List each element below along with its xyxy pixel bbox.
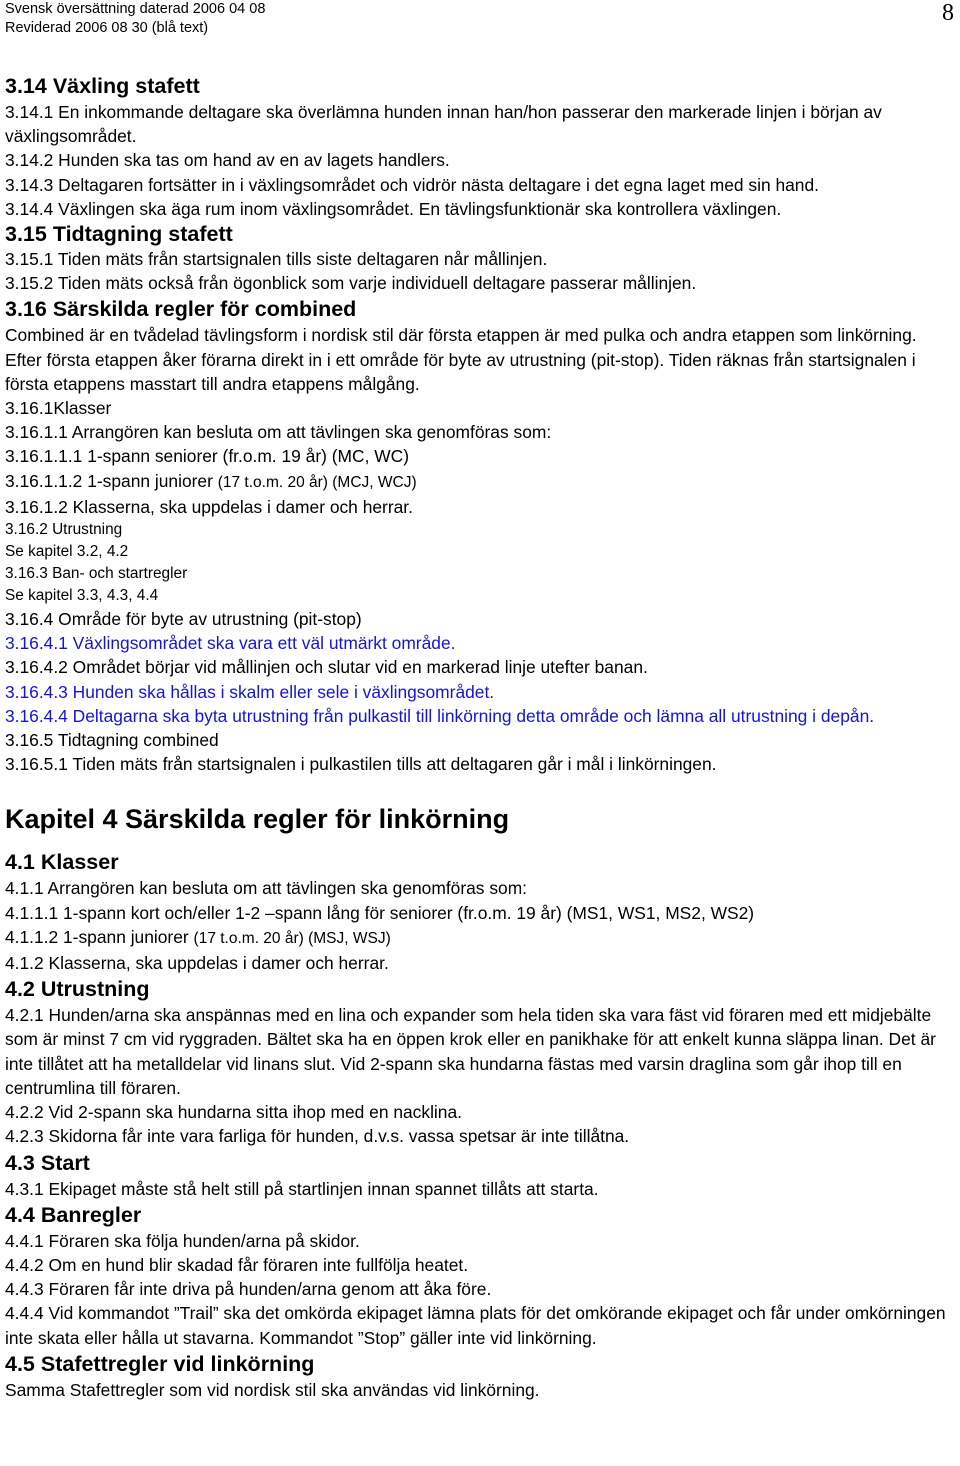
paragraph-3-16-2-ref: Se kapitel 3.2, 4.2 xyxy=(5,543,129,561)
paragraph-4-4-2: 4.4.2 Om en hund blir skadad får föraren inte fullfölja heatet. xyxy=(5,1254,469,1275)
paragraph-3-15-1: 3.15.1 Tiden mäts från startsignalen tills siste deltagaren når mållinjen. xyxy=(5,249,548,270)
paragraph-4-2-3: 4.2.3 Skidorna får inte vara farliga för hunden, d.v.s. vassa spetsar är inte tillåtna. xyxy=(5,1126,630,1147)
chapter-4-title: Kapitel 4 Särskilda regler för linkörning xyxy=(5,804,510,835)
paragraph-3-16-intro: Combined är en tvådelad tävlingsform i nordisk stil där första etappen är med pulka och andra etappen som linkörning. Efter första etappen åker förarna direkt in i ett område för byte av utrustning (pit-stop). Tiden räknas från startsignalen i första etappens masstart till andra etappens målgång. xyxy=(5,325,922,394)
section-4-4-title: 4.4 Banregler xyxy=(5,1202,142,1227)
juniors-class-ages: (17 t.o.m. 20 år) (MSJ, WSJ) xyxy=(193,929,391,947)
paragraph-3-16-4-4: 3.16.4.4 Deltagarna ska byta utrustning från pulkastil till linkörning detta område och lämna all utrustning i depån. xyxy=(5,705,875,726)
paragraph-4-1-1-1: 4.1.1.1 1-spann kort och/eller 1-2 –spann lång för seniorer (fr.o.m. 19 år) (MS1, WS1, MS2, WS2) xyxy=(5,902,755,923)
section-4-3-title: 4.3 Start xyxy=(5,1150,90,1175)
paragraph-3-14-2: 3.14.2 Hunden ska tas om hand av en av lagets handlers. xyxy=(5,150,450,171)
paragraph-4-4-1: 4.4.1 Föraren ska följa hunden/arna på skidor. xyxy=(5,1230,360,1251)
paragraph-3-16-3-title: 3.16.3 Ban- och startregler xyxy=(5,565,188,583)
paragraph-3-16-1-1-2 xyxy=(5,469,957,495)
paragraph-3-15-2: 3.15.2 Tiden mäts också från ögonblick som varje individuell deltagare passerar mållinjen. xyxy=(5,273,697,294)
paragraph-3-16-3-ref: Se kapitel 3.3, 4.3, 4.4 xyxy=(5,587,159,605)
paragraph-3-16-1-2: 3.16.1.2 Klasserna, ska uppdelas i damer och herrar. xyxy=(5,496,413,517)
paragraph-4-1-1-2 xyxy=(5,925,957,951)
document-header xyxy=(5,0,265,38)
paragraph-4-2-1: 4.2.1 Hunden/arna ska anspännas med en lina och expander som hela tiden ska vara fäst vid föraren med ett midjebälte som är minst 7 cm vid ryggraden. Bältet ska ha en öppen krok eller en panikhake för att enkelt kunna släppa linan. Det är inte tillåtet att ha metalldelar vid linans slut. Vid 2-spann ska hundarna fästas med varsin draglina som går ihop till en centrumlina till föraren. xyxy=(5,1005,941,1098)
section-3-14-title: 3.14 Växling stafett xyxy=(5,74,200,98)
paragraph-3-16-1-1: 3.16.1.1 Arrangören kan besluta om att tävlingen ska genomföras som: xyxy=(5,422,552,443)
juniors-class-ages: (17 t.o.m. 20 år) (MCJ, WCJ) xyxy=(217,473,417,491)
paragraph-3-16-1-klasser: 3.16.1Klasser xyxy=(5,398,112,419)
section-3-15-title: 3.15 Tidtagning stafett xyxy=(5,222,233,247)
document-body xyxy=(5,72,957,1402)
paragraph-4-2-2: 4.2.2 Vid 2-spann ska hundarna sitta ihop med en nacklina. xyxy=(5,1102,462,1123)
paragraph-3-16-4-2: 3.16.4.2 Området börjar vid mållinjen och slutar vid en markerad linje utefter banan. xyxy=(5,657,648,678)
juniors-class-label: 4.1.1.2 1-spann juniorer xyxy=(5,926,194,947)
paragraph-4-1-2: 4.1.2 Klasserna, ska uppdelas i damer och herrar. xyxy=(5,953,389,974)
paragraph-4-4-4: 4.4.4 Vid kommandot ”Trail” ska det omkörda ekipaget lämna plats för det omkörande ekipaget och får under omkörningen inte skata eller hålla ut stavarna. Kommandot ”Stop” gäller inte vid linkörning. xyxy=(5,1303,951,1348)
paragraph-4-5: Samma Stafettregler som vid nordisk stil ska användas vid linkörning. xyxy=(5,1379,540,1400)
paragraph-3-14-3: 3.14.3 Deltagaren fortsätter in i växlingsområdet och vidrör nästa deltagare i det egna laget med sin hand. xyxy=(5,174,819,195)
paragraph-3-14-1: 3.14.1 En inkommande deltagare ska överlämna hunden innan han/hon passerar den markerade linjen i början av växlingsområdet. xyxy=(5,102,887,147)
paragraph-3-16-5-title: 3.16.5 Tidtagning combined xyxy=(5,730,219,751)
juniors-class-label: 3.16.1.1.2 1-spann juniorer xyxy=(5,470,218,491)
paragraph-3-16-5-1: 3.16.5.1 Tiden mäts från startsignalen i pulkastilen tills att deltagaren går i mål i linkörningen. xyxy=(5,754,717,775)
paragraph-3-16-4-title: 3.16.4 Område för byte av utrustning (pit-stop) xyxy=(5,609,362,630)
paragraph-3-16-1-1-1: 3.16.1.1.1 1-spann seniorer (fr.o.m. 19 år) (MC, WC) xyxy=(5,446,409,467)
section-4-5-title: 4.5 Stafettregler vid linkörning xyxy=(5,1351,315,1376)
section-3-16-title: 3.16 Särskilda regler för combined xyxy=(5,297,357,322)
section-4-2-title: 4.2 Utrustning xyxy=(5,977,150,1002)
paragraph-3-16-2-title: 3.16.2 Utrustning xyxy=(5,521,123,539)
paragraph-3-14-4: 3.14.4 Växlingen ska äga rum inom växlingsområdet. En tävlingsfunktionär ska kontrollera växlingen. xyxy=(5,198,782,219)
paragraph-4-1-1: 4.1.1 Arrangören kan besluta om att tävlingen ska genomföras som: xyxy=(5,878,528,899)
paragraph-3-16-4-1: 3.16.4.1 Växlingsområdet ska vara ett väl utmärkt område. xyxy=(5,633,456,654)
paragraph-3-16-4-3: 3.16.4.3 Hunden ska hållas i skalm eller sele i växlingsområdet. xyxy=(5,681,495,702)
paragraph-4-3-1: 4.3.1 Ekipaget måste stå helt still på startlinjen innan spannet tillåts att starta. xyxy=(5,1178,599,1199)
page-number: 8 xyxy=(942,0,954,26)
header-revision-date: Reviderad 2006 08 30 (blå text) xyxy=(5,20,209,36)
header-translation-date: Svensk översättning daterad 2006 04 08 xyxy=(5,1,266,17)
section-4-1-title: 4.1 Klasser xyxy=(5,850,119,875)
paragraph-4-4-3: 4.4.3 Föraren får inte driva på hunden/arna genom att åka före. xyxy=(5,1279,492,1300)
